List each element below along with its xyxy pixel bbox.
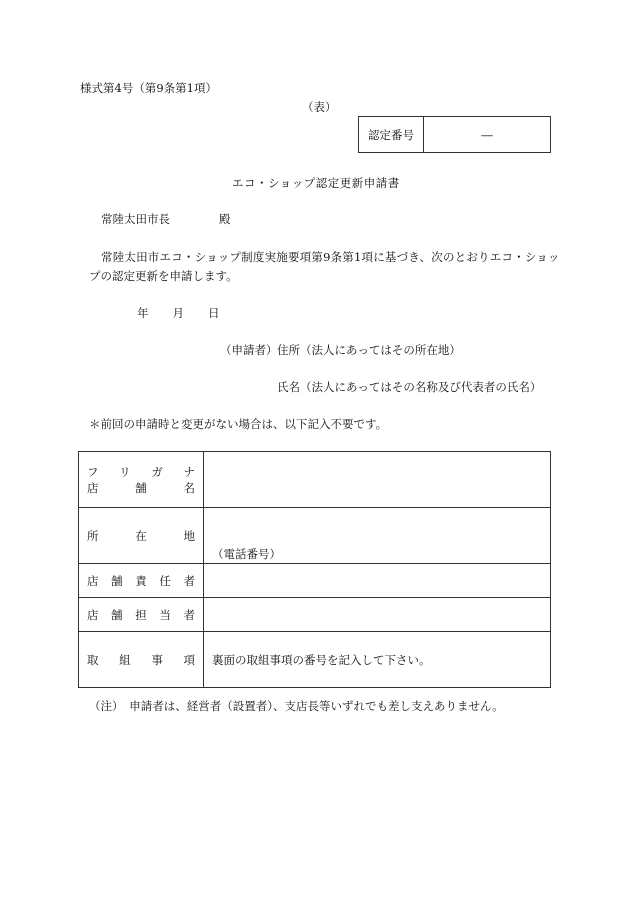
contact-input-cell[interactable] [204,598,551,632]
char: 店 [87,480,99,495]
applicant-address: 住所（法人にあってはその所在地） [277,343,461,357]
table-row-efforts [79,632,551,688]
date-year: 年 [137,306,149,320]
char: ナ [183,464,195,479]
char: 当 [159,607,171,622]
document-title: エコ・ショップ認定更新申請書 [232,176,400,190]
applicant-label: （申請者） [220,343,278,357]
side-label: （表） [302,100,337,114]
char: 舗 [135,480,147,495]
applicant-name: 氏名（法人にあってはその名称及び代表者の氏名） [277,380,542,394]
char: 責 [135,573,147,588]
date-day: 日 [208,306,220,320]
char: 者 [183,573,195,588]
char: 地 [183,528,195,543]
date-line [137,305,220,321]
char: 任 [159,573,171,588]
char: 名 [183,480,195,495]
phone-number-label: （電話番号） [212,546,281,561]
char: 店 [87,573,99,588]
table-row-contact [79,598,551,632]
char: 舗 [111,607,123,622]
char: 者 [183,607,195,622]
char: フ [87,464,99,479]
char: 所 [87,528,99,543]
body-text-line-1: 常陸太田市エコ・ショップ制度実施要項第9条第1項に基づき、次のとおりエコ・ショッ [101,250,560,264]
char: 舗 [111,573,123,588]
footnote: （注） 申請者は、経営者（設置者）、支店長等いずれでも差し支えありません。 [89,699,504,713]
char: リ [119,464,131,479]
char: 取 [87,652,99,667]
pre-table-note: ＊前回の申請時と変更がない場合は、以下記入不要です。 [89,417,388,431]
shop-info-table [78,451,551,688]
manager-input-cell[interactable] [204,564,551,598]
location-input-cell[interactable] [204,508,551,564]
furigana-label [79,464,203,480]
efforts-input-cell[interactable] [204,632,551,688]
char: 店 [87,607,99,622]
date-month: 月 [172,306,184,320]
efforts-header [79,632,204,688]
form-number: 様式第4号（第9条第1項） [80,81,217,95]
certification-number-label: 認定番号 [359,117,424,152]
honorific: 殿 [219,212,231,226]
certification-number-value: ― [481,127,493,142]
table-row-manager [79,564,551,598]
body-text-line-2: プの認定更新を申請します。 [89,269,238,283]
char: 担 [135,607,147,622]
shop-name-input-cell[interactable] [204,452,551,508]
char: 在 [135,528,147,543]
shop-name-label [79,480,203,496]
location-header [79,508,204,564]
char: 組 [119,652,131,667]
char: 事 [151,652,163,667]
certification-number-box [358,116,551,153]
char: 項 [183,652,195,667]
manager-header [79,564,204,598]
addressee: 常陸太田市長 [101,212,170,226]
table-row-shop-name [79,452,551,508]
shop-name-header [79,452,204,508]
table-row-location [79,508,551,564]
char: ガ [151,464,163,479]
efforts-instruction: 裏面の取組事項の番号を記入して下さい。 [212,652,431,667]
contact-header [79,598,204,632]
